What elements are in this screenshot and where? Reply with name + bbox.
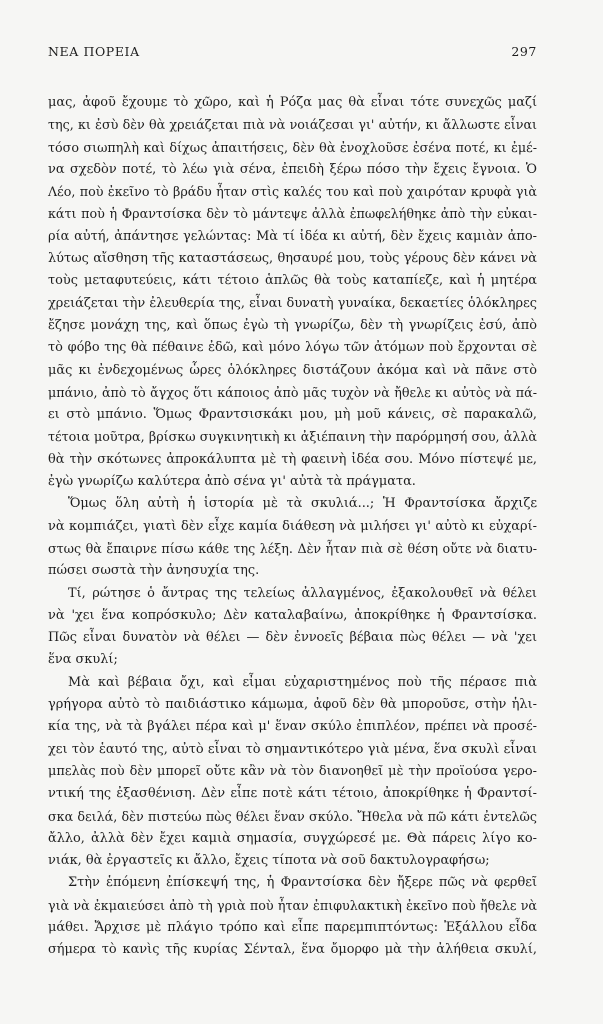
text-line: Λέο, ποὺ ἐκεῖνο τὸ βράδυ ἦταν στὶς καλές του καὶ ποὺ χαιρόταν κρυφὰ γιὰ — [48, 184, 537, 200]
text-line: Μὰ καὶ βέβαια ὄχι, καὶ εἶμαι εὐχαριστημένος ποὺ τῆς πέρασε πιὰ — [68, 674, 537, 690]
text-line: μας, ἀφοῦ ἔχουμε τὸ χῶρο, καὶ ἡ Ρόζα μας θὰ εἶναι τότε συνεχῶς μαζί — [48, 95, 537, 110]
text-line: να σχεδὸν ποτέ, τὸ λέω γιὰ σένα, ἐπειδὴ ξέρω πόσο τὴν ἔχεις ἔγνοια. Ὁ — [48, 161, 537, 177]
text-line: κία της, νὰ τὰ βγάλει πέρα καὶ μ' ἕναν σκύλο ἐπιπλέον, πρέπει νὰ προσέ- — [48, 719, 537, 735]
text-line: πώσει σωστὰ τὴν ἀνησυχία της. — [48, 563, 260, 579]
text-line: ἕνα σκυλί; — [48, 652, 118, 668]
text-line: Ὅμως ὅλη αὐτὴ ἡ ἱστορία μὲ τὰ σκυλιά...; Ἡ Φραντσίσκα ἄρχιζε — [68, 496, 537, 512]
text-line: τὸ φόβο της θὰ πέθαινε ἐδῶ, καὶ μόνο λόγω τῶν ἀτόμων ποὺ ἔρχονται σὲ — [48, 340, 537, 356]
page-body — [48, 92, 537, 962]
text-line: μάθει. Ἄρχισε μὲ πλάγιο τρόπο καὶ εἶπε παρεμπιπτόντως: Ἐξάλλου εἶδα — [48, 919, 537, 935]
text-line: ντική της ἐξασθένιση. Δὲν εἶπε ποτὲ κάτι τέτοιο, ἀποκρίθηκε ἡ Φραντσί- — [48, 786, 537, 802]
text-line: μπάνιο, ἀπὸ τὸ ἄγχος ὅτι κάποιος ἀπὸ μᾶς τυχὸν νὰ ἤθελε κι αὐτὸς νὰ πά- — [48, 384, 537, 400]
text-line: ρία αὐτή, ἀπάντησε γελώντας: Μὰ τί ἰδέα κι αὐτή, δὲν ἔχεις καμιὰν ἀπο- — [48, 228, 537, 244]
text-line: χρειάζεται τὴν ἐλευθερία της, εἶναι δυνατὴ γυναίκα, δεκαετίες ὁλόκληρες — [48, 295, 537, 311]
running-title: ΝΕΑ ΠΟΡΕΙΑ — [48, 44, 140, 59]
text-line: σκα δειλά, δὲν πιστεύω πὼς θέλει ἕναν σκύλο. Ἤθελα νὰ πῶ κάτι ἐντελῶς — [48, 808, 537, 824]
text-line: ἄλλο, ἀλλὰ δὲν ἔχει καμιὰ σημασία, συγχώρεσέ με. Θὰ πάρεις λίγο κο- — [48, 830, 537, 846]
text-line: σήμερα τὸ κανὶς τῆς κυρίας Σένταλ, ἕνα ὄμορφο μὰ τὴν ἀλήθεια σκυλί, — [48, 942, 537, 958]
text-line: γιὰ νὰ ἐκμαιεύσει ἀπὸ τὴ γριὰ ποὺ ἦταν ἐπιφυλακτικὴ ἐκεῖνο ποὺ ἤθελε νὰ — [48, 897, 537, 913]
text-line: τοὺς μεταφυτεύεις, κάτι τέτοιο ἁπλῶς θὰ τοὺς καταπίεζε, καὶ ἡ μητέρα — [48, 273, 537, 289]
text-line: κάτι ποὺ ἡ Φραντσίσκα δὲν τὸ μάντεψε ἀλλὰ ἐπωφελήθηκε ἀπὸ τὴν εὐκαι- — [48, 206, 537, 222]
text-line: Πῶς εἶναι δυνατὸν νὰ θέλει — δὲν ἐννοεῖς βέβαια πὼς θέλει — νὰ 'χει — [48, 630, 537, 646]
text-line: μᾶς κι ἐνδεχομένως ὧρες ὁλόκληρες διστάζουν ἀκόμα καὶ νὰ πᾶνε στὸ — [48, 362, 537, 378]
text-line: λύτως αἴσθηση τῆς καταστάσεως, θησαυρέ μου, τοὺς γέρους δὲν κάνει νὰ — [48, 251, 537, 267]
text-line: της, κι ἐσὺ δὲν θὰ χρειάζεται πιὰ νὰ νοιάζεσαι γι' αὐτήν, κι ἄλλωστε εἶναι — [48, 117, 537, 133]
text-line: νὰ κομπιάζει, γιατὶ δὲν εἶχε καμία διάθεση νὰ μιλήσει γι' αὐτὸ κι εὐχαρί- — [48, 518, 537, 534]
text-line: τέτοια μοῦτρα, βρίσκω συγκινητικὴ κι ἀξιέπαινη τὴν παρόρμησή σου, ἀλλὰ — [48, 429, 537, 445]
text-line: Στὴν ἑπόμενη ἐπίσκεψή της, ἡ Φραντσίσκα δὲν ἤξερε πῶς νὰ φερθεῖ — [68, 875, 537, 891]
page-number: 297 — [511, 44, 537, 59]
text-line: νιάκ, θὰ ἐργαστεῖς κι ἄλλο, ἔχεις τίποτα νὰ σοῦ δακτυλογραφήσω; — [48, 853, 490, 869]
text-line: θὰ τὴν σκότωνες ἀπροκάλυπτα μὲ τὴ φαεινὴ ἰδέα σου. Μόνο πίστεψέ με, — [48, 451, 537, 467]
text-line: τόσο σιωπηλὴ καὶ δίχως ἀπαιτήσεις, δὲν θὰ ἐνοχλοῦσε ἐσένα ποτέ, κι ἐμέ- — [48, 139, 537, 155]
text-line: μπελὰς ποὺ δὲν μπορεῖ οὔτε κἂν νὰ τὸν διανοηθεῖ μὲ τὴν προϊούσα γερο- — [48, 763, 537, 779]
text-line: στως θὰ ἔπαιρνε πίσω κάθε της λέξη. Δὲν ἦταν πιὰ σὲ θέση οὔτε νὰ διατυ- — [48, 540, 537, 556]
text-line: χει τὸν ἑαυτό της, αὐτὸ εἶναι τὸ σημαντικότερο γιὰ μένα, ἕνα σκυλὶ εἶναι — [48, 741, 537, 757]
text-line: γρήγορα αὐτὸ τὸ παιδιάστικο κάμωμα, ἀφοῦ δὲν θὰ μποροῦσε, στὴν ἡλι- — [48, 697, 537, 713]
text-line: ει στὸ μπάνιο. Ὅμως Φραντσισκάκι μου, μὴ μοῦ κάνεις, σὲ παρακαλῶ, — [48, 407, 537, 423]
text-line: ἔζησε μονάχη της, καὶ ὅπως ἐγὼ τὴ γνωρίζω, δὲν τὴ γνωρίζεις ἐσύ, ἀπὸ — [48, 317, 537, 333]
text-line: Τί, ρώτησε ὁ ἄντρας της τελείως ἀλλαγμένος, ἐξακολουθεῖ νὰ θέλει — [68, 585, 537, 601]
text-line: ἐγὼ γνωρίζω καλύτερα ἀπὸ σένα γι' αὐτὰ τὰ πράγματα. — [48, 474, 416, 490]
text-line: νὰ 'χει ἕνα κοπρόσκυλο; Δὲν καταλαβαίνω, ἀποκρίθηκε ἡ Φραντσίσκα. — [48, 607, 537, 623]
